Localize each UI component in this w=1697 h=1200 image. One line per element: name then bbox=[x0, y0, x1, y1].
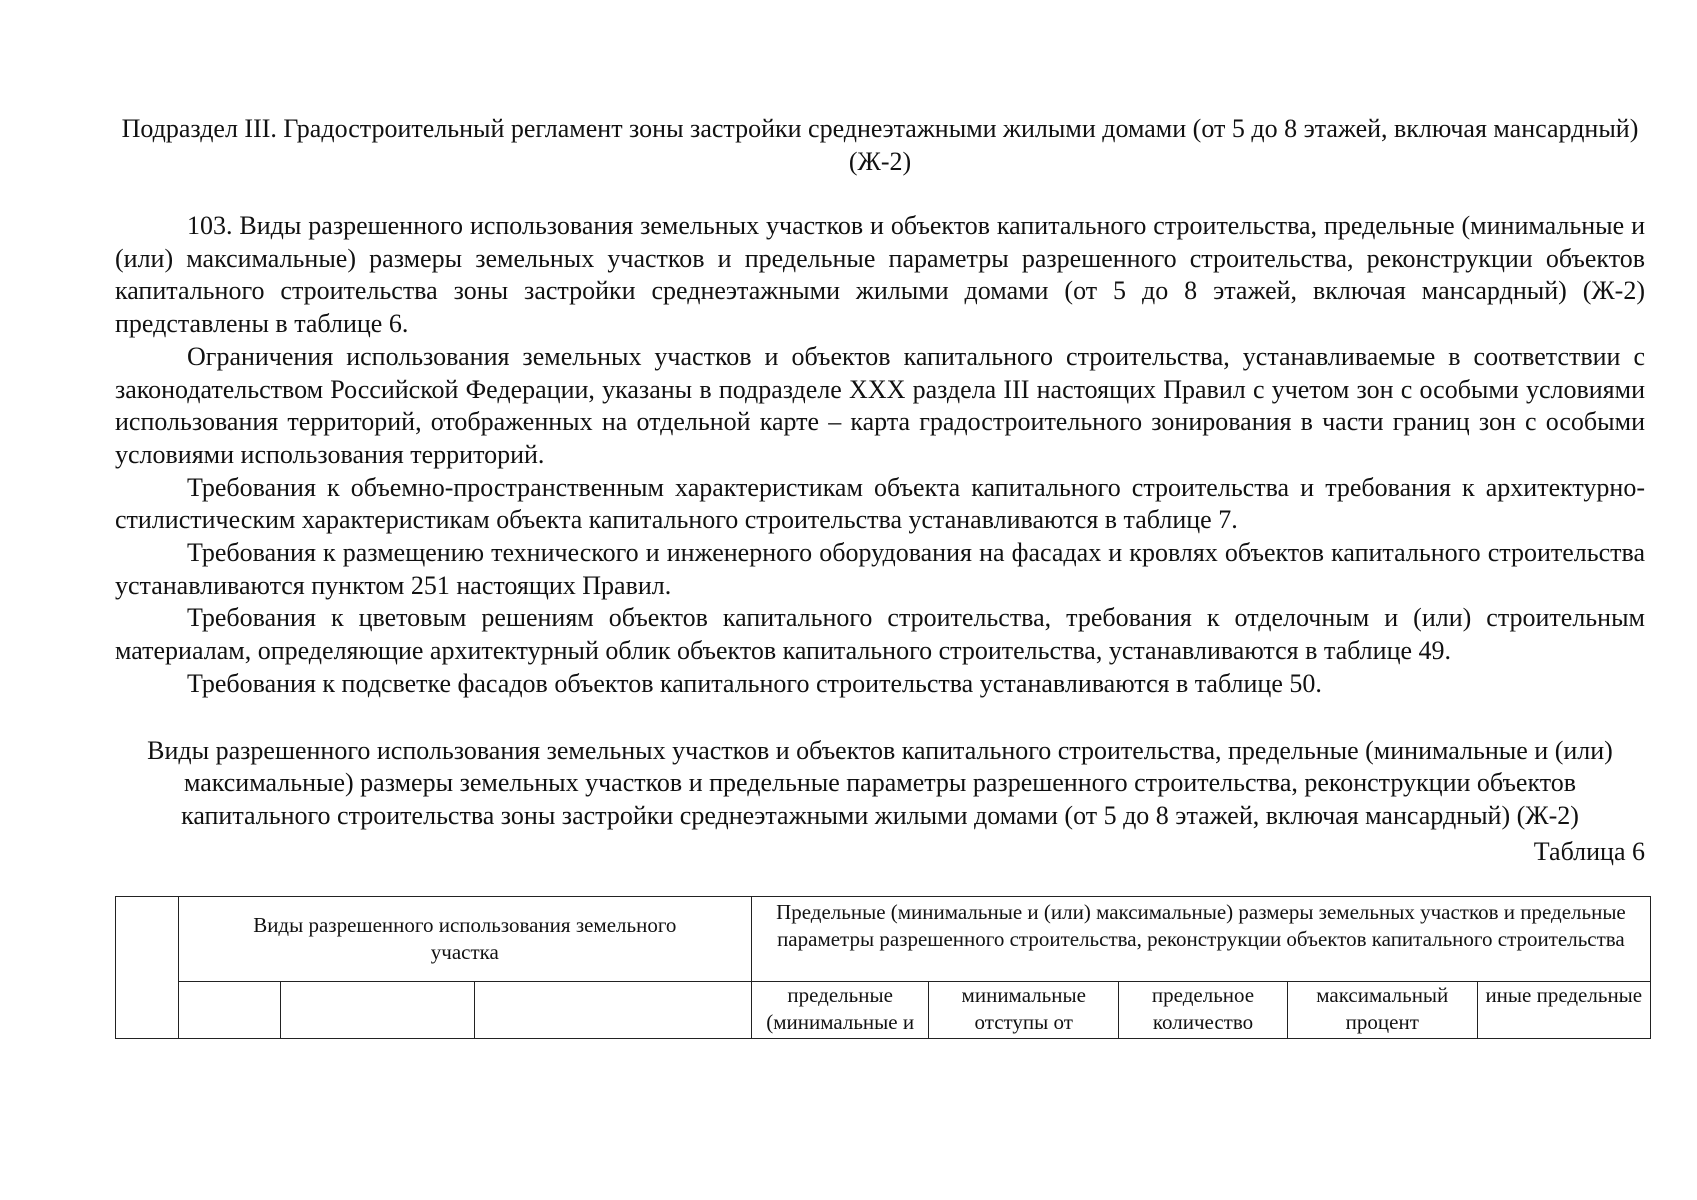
sub-header-empty-1 bbox=[178, 982, 280, 1039]
paragraph-lighting-requirements: Требования к подсветке фасадов объектов капитального строительства устанавливаются в таблице 50. bbox=[187, 668, 1322, 698]
sub-header-coverage: максимальный процент bbox=[1288, 982, 1478, 1039]
group-header-limit-parameters-text: Предельные (минимальные и (или) максимальные) размеры земельных участков и предельные параметры разрешенного строительства, реконструкции объектов капитального строительства bbox=[776, 900, 1626, 952]
regulation-table bbox=[115, 896, 1651, 1039]
paragraph-103: 103. Виды разрешенного использования земельных участков и объектов капитального строительства, предельные (минимальные и (или) максимальные) размеры земельных участков и предельные параметры разрешенного строительства, реконструкции объектов капитального строительства зоны застройки среднеэтажными жилыми домами (от 5 до 8 этажей, включая мансардный) (Ж-2) представлены в таблице 6. bbox=[115, 211, 1645, 339]
paragraph-volume-requirements: Требования к объемно-пространственным характеристикам объекта капитального строительства и требования к архитектурно-стилистическим характеристикам объекта капитального строительства устанавливаются в таблице 7. bbox=[115, 472, 1645, 535]
sub-header-empty-2 bbox=[280, 982, 474, 1039]
table-number-column-cell bbox=[116, 897, 179, 1039]
group-header-land-use-text: Виды разрешенного использования земельного участка bbox=[253, 913, 677, 965]
group-header-limit-parameters bbox=[751, 897, 1650, 982]
table-header-row-2 bbox=[116, 982, 1651, 1039]
subsection-title: Подраздел III. Градостроительный регламент зоны застройки среднеэтажными жилыми домами (от 5 до 8 этажей, включая мансардный) (Ж-2) bbox=[121, 114, 1639, 176]
paragraph-color-requirements: Требования к цветовым решениям объектов капитального строительства, требования к отделочным и (или) строительным материалам, определяющие архитектурный облик объектов капитального строительства, устанавливаются в таблице 49. bbox=[115, 603, 1645, 666]
group-header-land-use bbox=[178, 897, 751, 982]
paragraph-restrictions: Ограничения использования земельных участков и объектов капитального строительства, устанавливаемые в соответствии с законодательством Российской Федерации, указаны в подразделе XXX раздела III настоящих Правил с учетом зон с особыми условиями использования территорий, отображенных на отдельной карте – карта градостроительного зонирования в части границ зон с особыми условиями использования территорий. bbox=[115, 341, 1645, 469]
paragraph-equipment-requirements: Требования к размещению технического и инженерного оборудования на фасадах и кровлях объектов капитального строительства устанавливаются пунктом 251 настоящих Правил. bbox=[115, 538, 1645, 600]
sub-header-setbacks: минимальные отступы от bbox=[929, 982, 1119, 1039]
document-page bbox=[115, 112, 1645, 1039]
sub-header-plot-sizes: предельные (минимальные и bbox=[751, 982, 929, 1039]
sub-header-floors: предельное количество bbox=[1119, 982, 1288, 1039]
table-heading: Виды разрешенного использования земельных участков и объектов капитального строительства, предельные (минимальные и (или) максимальные) размеры земельных участков и предельные параметры разрешенного строительства, реконструкции объектов капитального строительства зоны застройки среднеэтажными жилыми домами (от 5 до 8 этажей, включая мансардный) (Ж-2) bbox=[147, 735, 1613, 830]
table-number: Таблица 6 bbox=[1533, 836, 1645, 866]
table-header-row-1 bbox=[116, 897, 1651, 982]
sub-header-other-limits: иные предельные bbox=[1477, 982, 1650, 1039]
sub-header-empty-3 bbox=[474, 982, 751, 1039]
